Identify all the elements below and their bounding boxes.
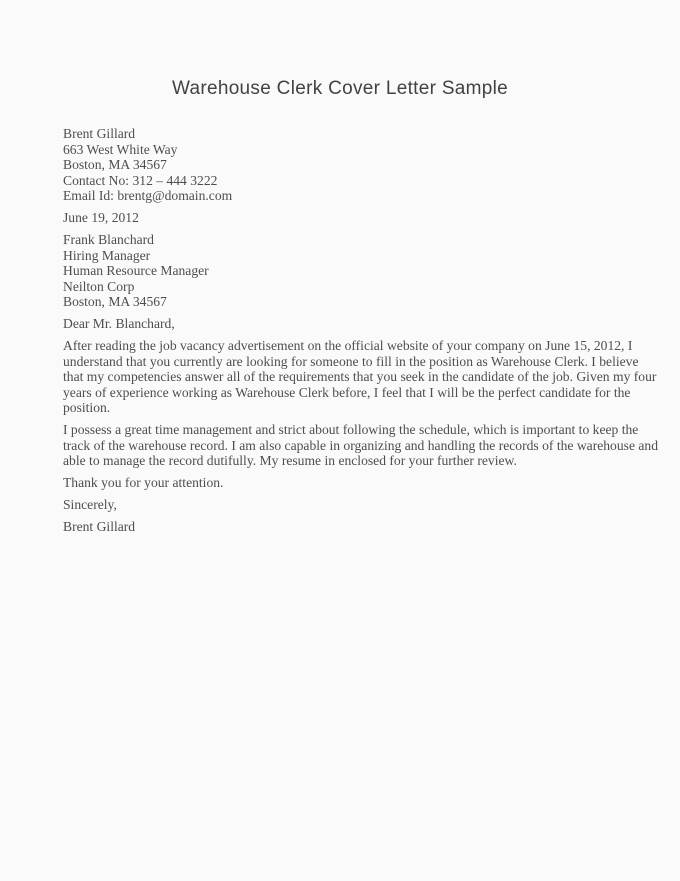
closing-thanks: Thank you for your attention. — [63, 475, 224, 490]
letter-body — [63, 126, 660, 535]
document-title: Warehouse Clerk Cover Letter Sample — [171, 78, 509, 99]
sender-email: Email Id: brentg@domain.com — [63, 188, 233, 203]
signature-name: Brent Gillard — [63, 519, 136, 534]
recipient-title: Hiring Manager — [63, 247, 151, 263]
sender-name: Brent Gillard — [63, 126, 136, 141]
recipient-department: Human Resource Manager — [63, 263, 209, 278]
closing-sign-off: Sincerely, — [63, 497, 117, 512]
recipient-city: Boston, MA 34567 — [63, 294, 167, 309]
salutation: Dear Mr. Blanchard, — [63, 316, 175, 331]
recipient-address-block — [63, 232, 660, 310]
sender-city: Boston, MA 34567 — [63, 157, 167, 172]
sender-address-block — [63, 126, 660, 204]
sender-street: 663 West White Way — [63, 141, 178, 157]
recipient-company: Neilton Corp — [63, 278, 135, 294]
recipient-name: Frank Blanchard — [63, 232, 154, 247]
date-line: June 19, 2012 — [63, 210, 139, 225]
body-paragraph-1: After reading the job vacancy advertisement on the official website of your company on June 15, 2012, I understand that you currently are looking for someone to fill in the position as Warehouse Clerk. I believe that my competencies answer all of the requirements that you seek in the candidate of the job. Given my four years of experience working as Warehouse Clerk before, I feel that I will be the perfect candidate for the position. — [63, 338, 657, 415]
body-paragraph-2: I possess a great time management and strict about following the schedule, which is important to keep the track of the warehouse record. I am also capable in organizing and handling the records of the warehouse and able to manage the record dutifully. My resume in enclosed for your further review. — [63, 422, 658, 468]
sender-contact-number: Contact No: 312 – 444 3222 — [63, 172, 218, 188]
